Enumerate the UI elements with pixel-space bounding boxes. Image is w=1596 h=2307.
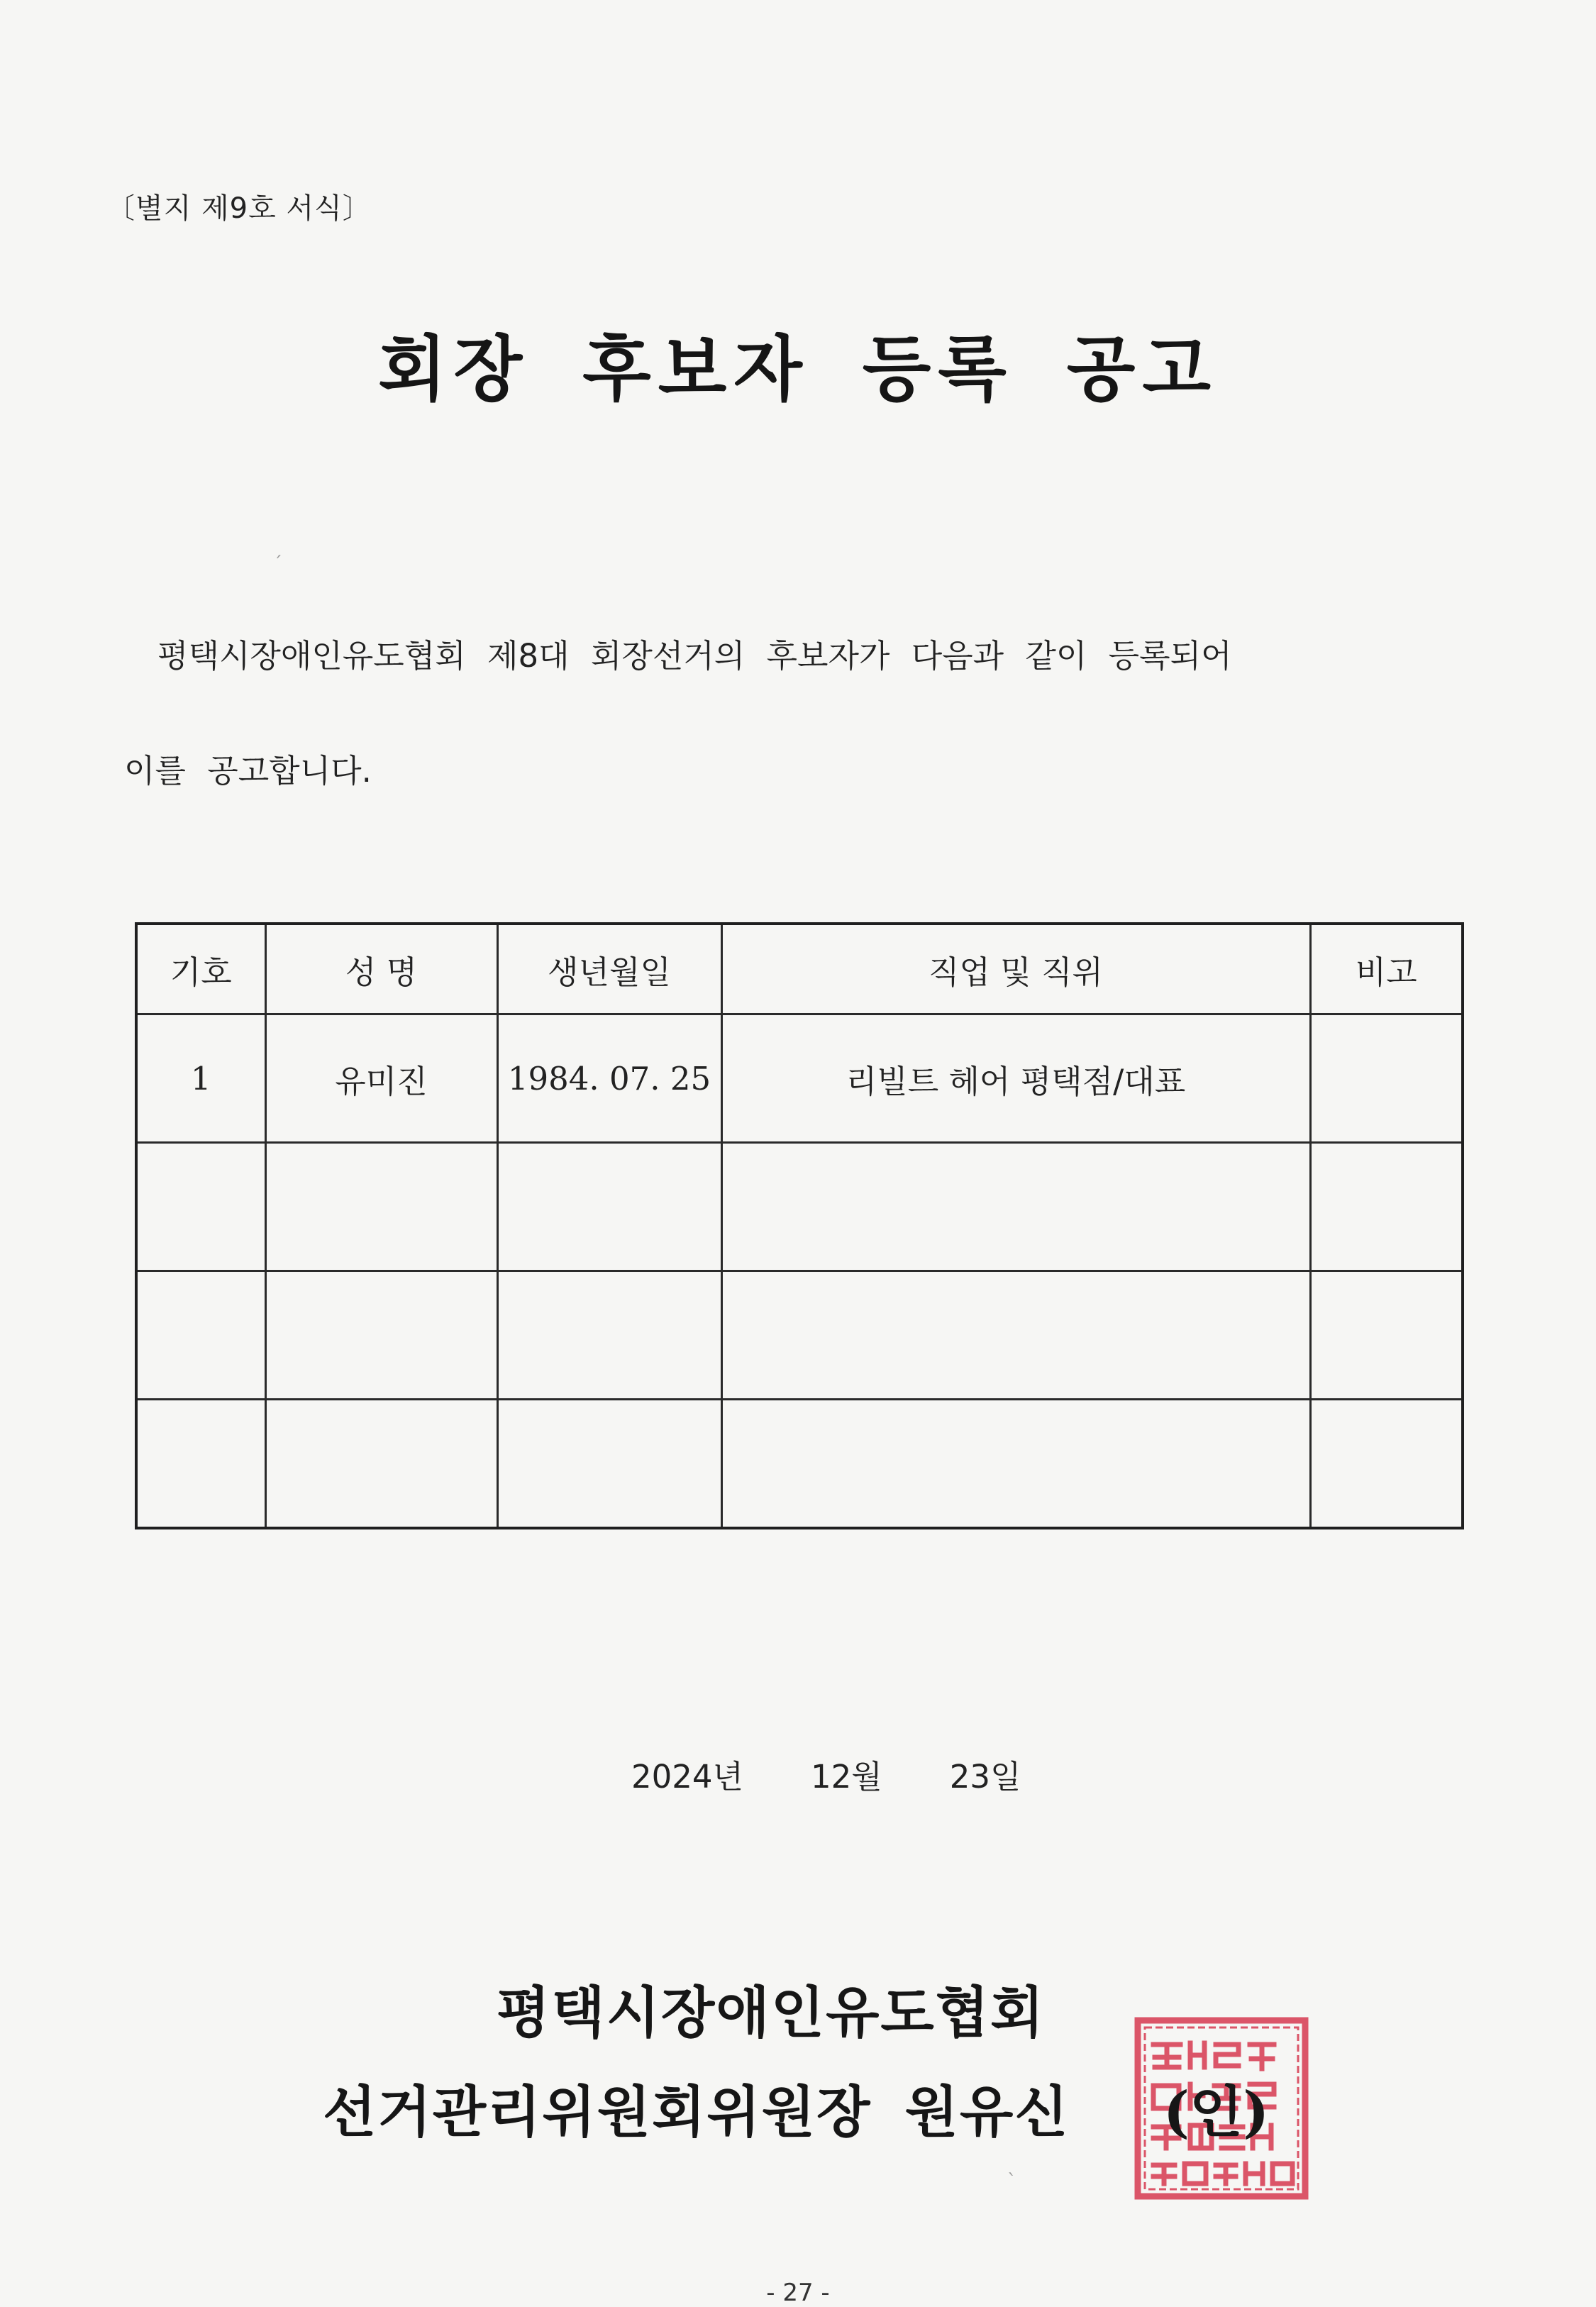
body-text-line-2: 이를 공고합니다.: [124, 752, 372, 790]
cell-birthdate: [497, 1400, 721, 1529]
announcement-date: [631, 1751, 1021, 1797]
header-number: 기호: [136, 924, 265, 1014]
organization-name: 평택시장애인유도협회: [497, 1981, 1046, 2045]
table-row: [136, 1400, 1463, 1529]
cell-occupation: [721, 1400, 1310, 1529]
cell-remarks: [1310, 1143, 1463, 1271]
cell-name: 유미진: [265, 1014, 497, 1143]
table-header-row: [136, 924, 1463, 1014]
table-row: [136, 1143, 1463, 1271]
date-year: 2024년: [631, 1758, 743, 1796]
cell-number: [136, 1143, 265, 1271]
date-day: 23일: [949, 1758, 1021, 1796]
signer-name: 선거관리위원회위원장 원유신: [323, 2080, 1070, 2145]
seal-mark: (인): [1163, 2080, 1270, 2145]
cell-number: [136, 1400, 265, 1529]
date-month: 12월: [811, 1758, 882, 1796]
cell-name: [265, 1143, 497, 1271]
cell-occupation: [721, 1271, 1310, 1400]
scan-speck: ˊ: [273, 553, 282, 575]
form-number-label: 〔별지 제9호 서식〕: [106, 192, 372, 225]
candidate-table: [135, 922, 1464, 1529]
cell-birthdate: [497, 1143, 721, 1271]
cell-number: [136, 1271, 265, 1400]
cell-number: 1: [136, 1014, 265, 1143]
cell-remarks: [1310, 1400, 1463, 1529]
scan-speck: ˋ: [1007, 2171, 1016, 2192]
cell-birthdate: 1984. 07. 25: [497, 1014, 721, 1143]
cell-name: [265, 1400, 497, 1529]
header-name: 성 명: [265, 924, 497, 1014]
table-row: [136, 1014, 1463, 1143]
page-number: - 27 -: [766, 2279, 830, 2307]
header-birthdate: 생년월일: [497, 924, 721, 1014]
cell-name: [265, 1271, 497, 1400]
cell-remarks: [1310, 1271, 1463, 1400]
cell-occupation: [721, 1143, 1310, 1271]
table-row: [136, 1271, 1463, 1400]
cell-remarks: [1310, 1014, 1463, 1143]
document-title: 회장 후보자 등록 공고: [378, 327, 1218, 411]
body-text-line-1: 평택시장애인유도협회 제8대 회장선거의 후보자가 다음과 같이 등록되어: [157, 637, 1232, 675]
header-remarks: 비고: [1310, 924, 1463, 1014]
cell-birthdate: [497, 1271, 721, 1400]
cell-occupation: 리빌트 헤어 평택점/대표: [721, 1014, 1310, 1143]
header-occupation: 직업 및 직위: [721, 924, 1310, 1014]
